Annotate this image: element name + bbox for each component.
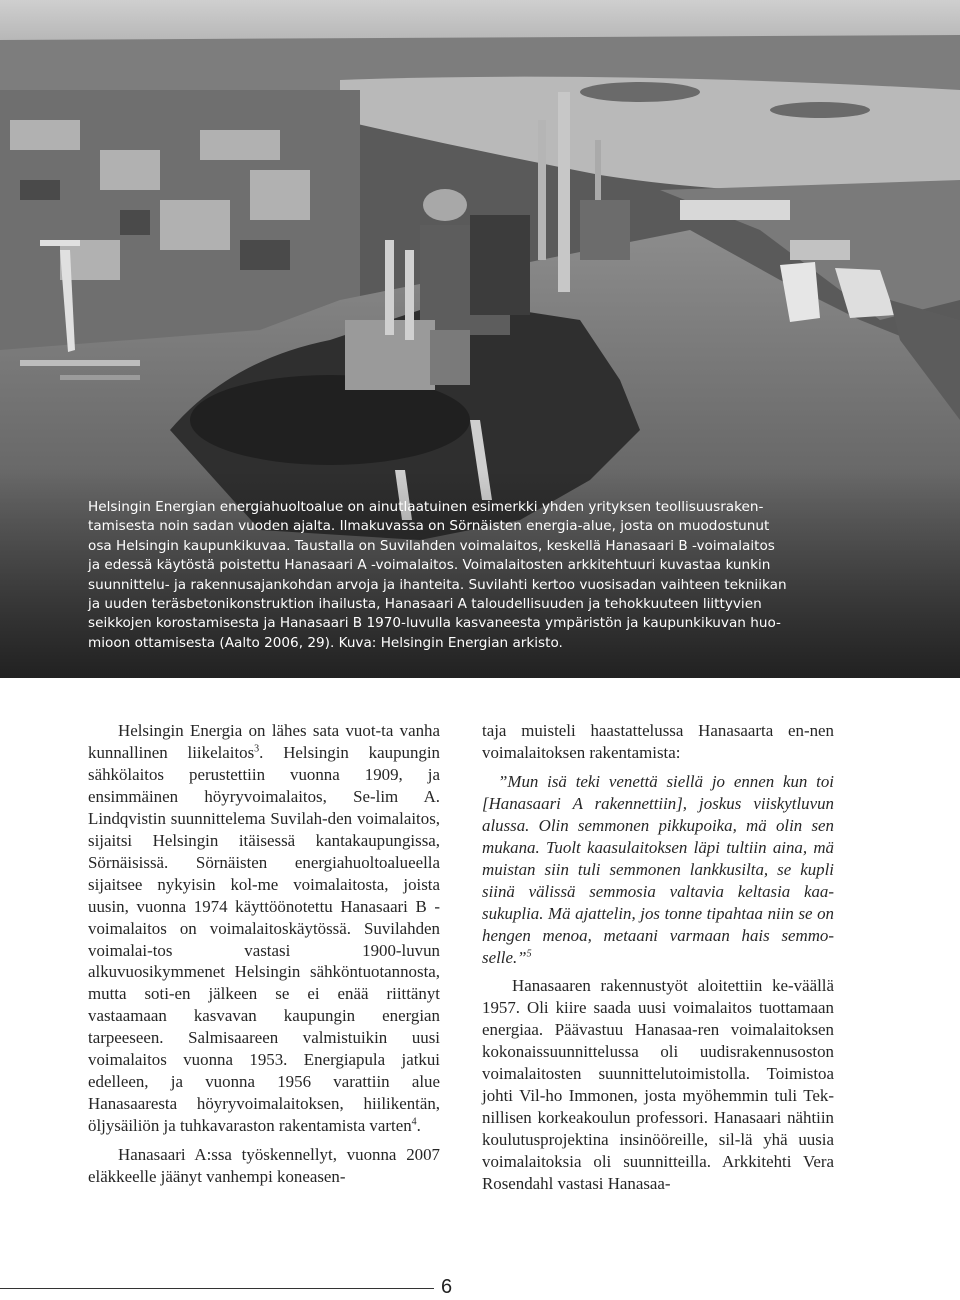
caption-line: ja edessä käytöstä poistettu Hanasaari A -voimalaitos. Voimalaitosten arkkitehtuuri kuvastaa kunkin (88, 557, 771, 574)
paragraph-text: . Helsingin kaupungin sähkölaitos perustettiin vuonna 1909, ja ensimmäinen höyryvoimalaitos, Se-lim A. Lindqvistin suunnittelema Suvilah-den voimalaitos, sijaitsi Helsingin itäisessä kantakaupungissa, Sörnäisissä. Sörnäisten energiahuoltoalueella sijaitsee nykyisin kol-me voimalaitosta, joista uusin, vuonna 1974 käyttöönotettu Hanasaari B -voimalaitos on voimalaitoskäytössä. Suvilahden voimalai-tos vastasi 1900-luvun alkuvuosikymmenet Helsingin sähköntuotannosta, mutta soti-en jälkeen se ei enää riittänyt vastaamaan kasvavan kaupungin energian tarpeeseen. Salmisaareen valmistuikin uusi voimalaitos vuonna 1953. Energiapula jatkui edelleen, ja vuonna 1956 varattiin alue Hanasaaresta höyryvoimalaitoksen, hiilikentän, öljysäiliön ja tuhkavaraston rakentamista varten (88, 742, 440, 1136)
left-text-column (88, 720, 440, 1195)
paragraph: taja muisteli haastattelussa Hanasaarta en-nen voimalaitoksen rakentamista: (482, 721, 834, 762)
caption-line: mioon ottamisesta (Aalto 2006, 29). Kuva: Helsingin Energian arkisto. (88, 634, 563, 651)
interview-quote (482, 771, 834, 969)
caption-line: Helsingin Energian energiahuoltoalue on ainutlaatuinen esimerkki yhden yrityksen teollisuusraken- (88, 499, 764, 515)
footnote-ref[interactable]: 3 (254, 743, 260, 755)
page-number: 6 (441, 1276, 453, 1298)
paragraph (88, 720, 440, 1137)
footer-rule (0, 1288, 434, 1289)
quote-text: ”Mun isä teki venettä siellä jo ennen kun toi [Hanasaari A rakennettiin], joskus viiskytluvun alussa. Olin semmonen pikkupoika, mä olin sen mukana. Tuolt kaasulaitoksen läpi tultiin aina, mä muistan siin tuli semmonen lankkusilta, se kupli siinä välissä semmosia valtavia keltasia kaa-sukuplia. Mä ajattelin, jos tonne tipahtaa niin se on hengen menoa, metaani varmaan hais semmo-selle.” (482, 771, 834, 967)
right-text-column (482, 720, 834, 1202)
footnote-ref[interactable]: 4 (411, 1116, 417, 1128)
caption-line: seikkojen korostamisesta ja Hanasaari B 1970-luvulla kasvaneesta ympäristön ja kaupunkikuvan huo- (88, 615, 781, 632)
caption-line: tamisesta noin sadan vuoden ajalta. Ilmakuvassa on Sörnäisten energia-alue, josta on muodostunut (88, 518, 770, 535)
caption-line: osa Helsingin kaupunkikuvaa. Taustalla on Suvilahden voimalaitos, keskellä Hanasaari B -voimalaitos (88, 537, 775, 554)
paragraph: Hanasaaren rakennustyöt aloitettiin ke-väällä 1957. Oli kiire saada uusi voimalaitos tuottamaan energiaa. Päävastuu Hanasaa-ren voimalaitoksen kokonaissuunnittelussa oli uudisrakennusoston voimalaitosten suunnittelutoimistolla. Toimistoa johti Vil-ho Immonen, josta myöhemmin tuli Tek-nillisen korkeakoulun professori. Hanasaari nähtiin koulutusprojektina insinööreille, sil-lä yhä uusia voimalaitoksia oli suunnitteilla. Arkkitehti Vera Rosendahl vastasi Hanasaa- (482, 976, 834, 1194)
paragraph-text: Helsingin Energia on lähes sata vuot-ta vanha kunnallinen liikelaitos (88, 721, 440, 762)
paragraph: Hanasaari A:ssa työskennellyt, vuonna 2007 eläkkeelle jäänyt vanhempi koneasen- (88, 1145, 440, 1187)
photo-caption (88, 498, 840, 653)
paragraph-text: . (416, 1116, 421, 1136)
caption-line: ja uuden teräsbetonikonstruktion ihailusta, Hanasaari A taloudellisuuden ja tehokkuuteen liittyvien (88, 596, 762, 613)
footnote-ref[interactable]: 5 (526, 947, 532, 959)
caption-line: suunnittelu- ja rakennusajankohdan arvoja ja ihanteita. Suvilahti kertoo vuosisadan vaihteen tekniikan (88, 576, 787, 593)
